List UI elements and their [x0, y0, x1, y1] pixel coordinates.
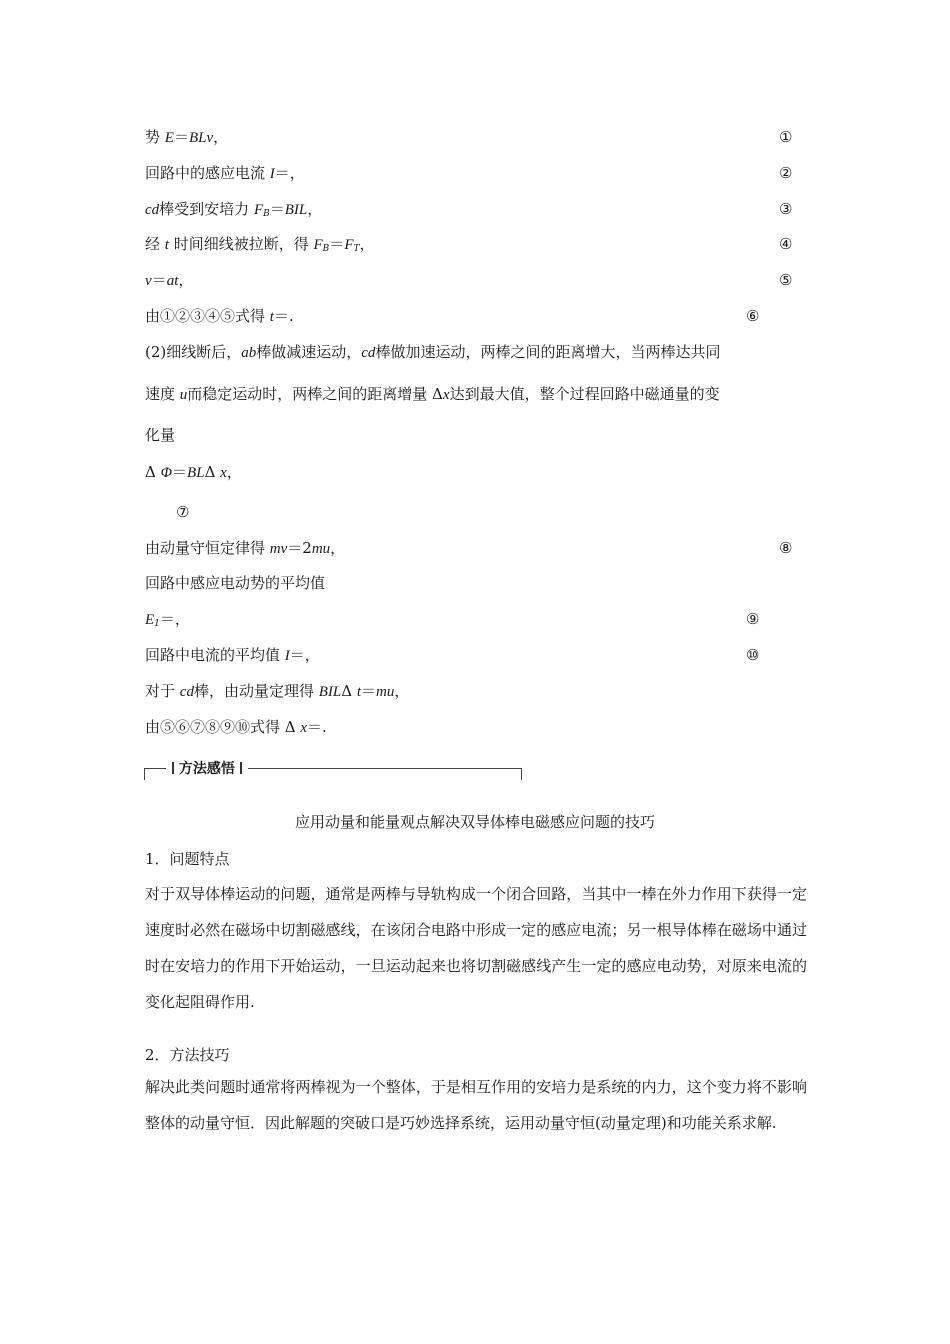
paragraph-1: 对于双导体棒运动的问题，通常是两棒与导轨构成一个闭合回路，当其中一棒在外力作用下获得一定速度时必然在磁场中切割磁感线，在该闭合电路中形成一定的感应电流；另一根导体棒在磁场中通过时在安培力的作用下开始运动，一旦运动起来也将切割磁感线产生一定的感应电动势，对原来电流的变化起阻碍作用.: [145, 885, 807, 1011]
equation-line-12: [145, 537, 345, 560]
var-BL: BL: [187, 465, 205, 481]
paragraph-2: 解决此类问题时通常将两棒视为一个整体，于是相互作用的安培力是系统的内力，这个变力将不影响整体的动量守恒．因此解题的突破口是巧妙选择系统，运用动量守恒(动量定理)和功能关系求解.: [145, 1078, 807, 1132]
equation-number-5: ⑤: [779, 271, 793, 289]
var-v: v: [145, 273, 152, 289]
equation-number-10: ⑩: [746, 646, 760, 664]
var-x: x: [220, 465, 227, 481]
text: 由动量守恒定律得: [145, 539, 270, 557]
subscript: B: [322, 244, 330, 254]
text: 棒受到安培力: [159, 200, 254, 218]
var-mu: mu: [376, 684, 395, 700]
var-BIL: BIL: [284, 202, 308, 218]
text: 棒，由动量定理得: [193, 682, 319, 700]
var-I: I: [269, 166, 275, 182]
text: ，: [178, 271, 194, 289]
var-BIL: BIL: [318, 684, 342, 700]
text: ＝2: [287, 539, 312, 557]
equation-line-10: [145, 461, 242, 484]
heading-2: 2．方法技巧: [145, 1046, 230, 1064]
text: 对于: [145, 682, 180, 700]
equation-line-17: [145, 716, 327, 739]
subscript: B: [263, 209, 270, 219]
text-line-9: 化量: [145, 426, 176, 444]
section-header-box: [144, 760, 522, 784]
text: Δ: [145, 463, 161, 481]
equation-line-4: [145, 233, 375, 260]
var-F: F: [344, 237, 354, 253]
text: 达到最大值，整个过程回路中磁通量的变: [449, 385, 720, 403]
text: 由①②③④⑤式得: [145, 307, 270, 325]
var-x: x: [442, 387, 450, 403]
text-line-7: [145, 341, 720, 364]
var-t: t: [164, 237, 169, 253]
text: ，: [394, 682, 410, 700]
equation-number-8: ⑧: [779, 539, 793, 557]
var-u: u: [179, 387, 188, 403]
equation-number-9: ⑨: [746, 610, 760, 628]
heading-1: 1．问题特点: [145, 850, 230, 868]
text: ＝: [269, 200, 285, 218]
text: ＝: [361, 682, 377, 700]
subscript: T: [353, 244, 360, 254]
equation-line-6: [145, 305, 294, 328]
var-t: t: [356, 684, 362, 700]
text: ＝.: [273, 307, 294, 325]
var-F: F: [313, 237, 323, 253]
equation-number-3: ③: [779, 200, 793, 218]
text: 经: [145, 235, 165, 253]
text: (2)细线断后，: [145, 343, 242, 361]
var-at: at: [166, 273, 179, 289]
var-I: I: [284, 648, 290, 664]
text: 棒做减速运动，: [256, 343, 362, 361]
var-E: E: [164, 130, 174, 146]
equation-line-5: [145, 269, 193, 292]
var-x: x: [300, 720, 308, 736]
text: ，: [307, 200, 323, 218]
text: Δ: [204, 463, 221, 481]
var-mv: mv: [269, 541, 288, 557]
equation-number-6: ⑥: [746, 307, 760, 325]
text: ＝: [329, 235, 345, 253]
text: 棒做加速运动，两棒之间的距离增大，当两棒达共同: [375, 343, 721, 361]
text: 回路中电流的平均值: [145, 646, 285, 664]
equation-line-15: [145, 644, 320, 667]
bar-icon: [172, 762, 174, 774]
var-F: F: [253, 202, 264, 218]
text: 势: [145, 128, 165, 146]
var-t: t: [269, 309, 274, 325]
text: ＝: [151, 271, 167, 289]
var-mu: mu: [311, 541, 331, 557]
var-Phi: Φ: [160, 465, 173, 481]
text: ＝，: [274, 164, 305, 182]
text: 时间细线被拉断，得: [168, 235, 314, 253]
var-cd: cd: [361, 345, 376, 361]
divider-cap-left: [144, 768, 145, 780]
equation-line-14: [145, 608, 190, 635]
section-label: [166, 760, 248, 778]
text-line-13: 回路中感应电动势的平均值: [145, 574, 326, 592]
text: ，: [359, 235, 375, 253]
var-E: E: [145, 612, 155, 628]
var-ab: ab: [241, 345, 257, 361]
text: ，: [226, 463, 242, 481]
text-line-8: [145, 383, 720, 406]
text: ＝: [173, 128, 189, 146]
equation-number-4: ④: [779, 235, 793, 253]
equation-line-3: [145, 198, 322, 225]
text: Δ: [341, 682, 357, 700]
equation-line-2: [145, 162, 305, 185]
text: ＝，: [159, 610, 190, 628]
equation-number-2: ②: [779, 164, 793, 182]
text: 回路中的感应电流: [145, 164, 270, 182]
text: 由⑤⑥⑦⑧⑨⑩式得 Δ: [145, 718, 301, 736]
subscript: 1: [154, 619, 160, 629]
text: 而稳定运动时，两棒之间的距离增量 Δ: [187, 385, 443, 403]
section-label-text: 方法感悟: [178, 761, 235, 777]
var-cd: cd: [179, 684, 194, 700]
var-cd: cd: [145, 202, 160, 218]
equation-number-7: ⑦: [176, 503, 190, 521]
text: ＝: [172, 463, 188, 481]
var-BLv: BLv: [188, 130, 214, 146]
section-title: 应用动量和能量观点解决双导体棒电磁感应问题的技巧: [294, 813, 655, 831]
text: 速度: [145, 385, 180, 403]
bar-icon: [240, 762, 242, 774]
text: ，: [330, 539, 346, 557]
divider-cap-right: [521, 768, 522, 780]
text: ，: [213, 128, 229, 146]
equation-line-16: [145, 680, 409, 703]
equation-number-1: ①: [779, 128, 793, 146]
equation-line-1: [145, 126, 228, 149]
text: ＝.: [307, 718, 327, 736]
text: ＝，: [289, 646, 320, 664]
